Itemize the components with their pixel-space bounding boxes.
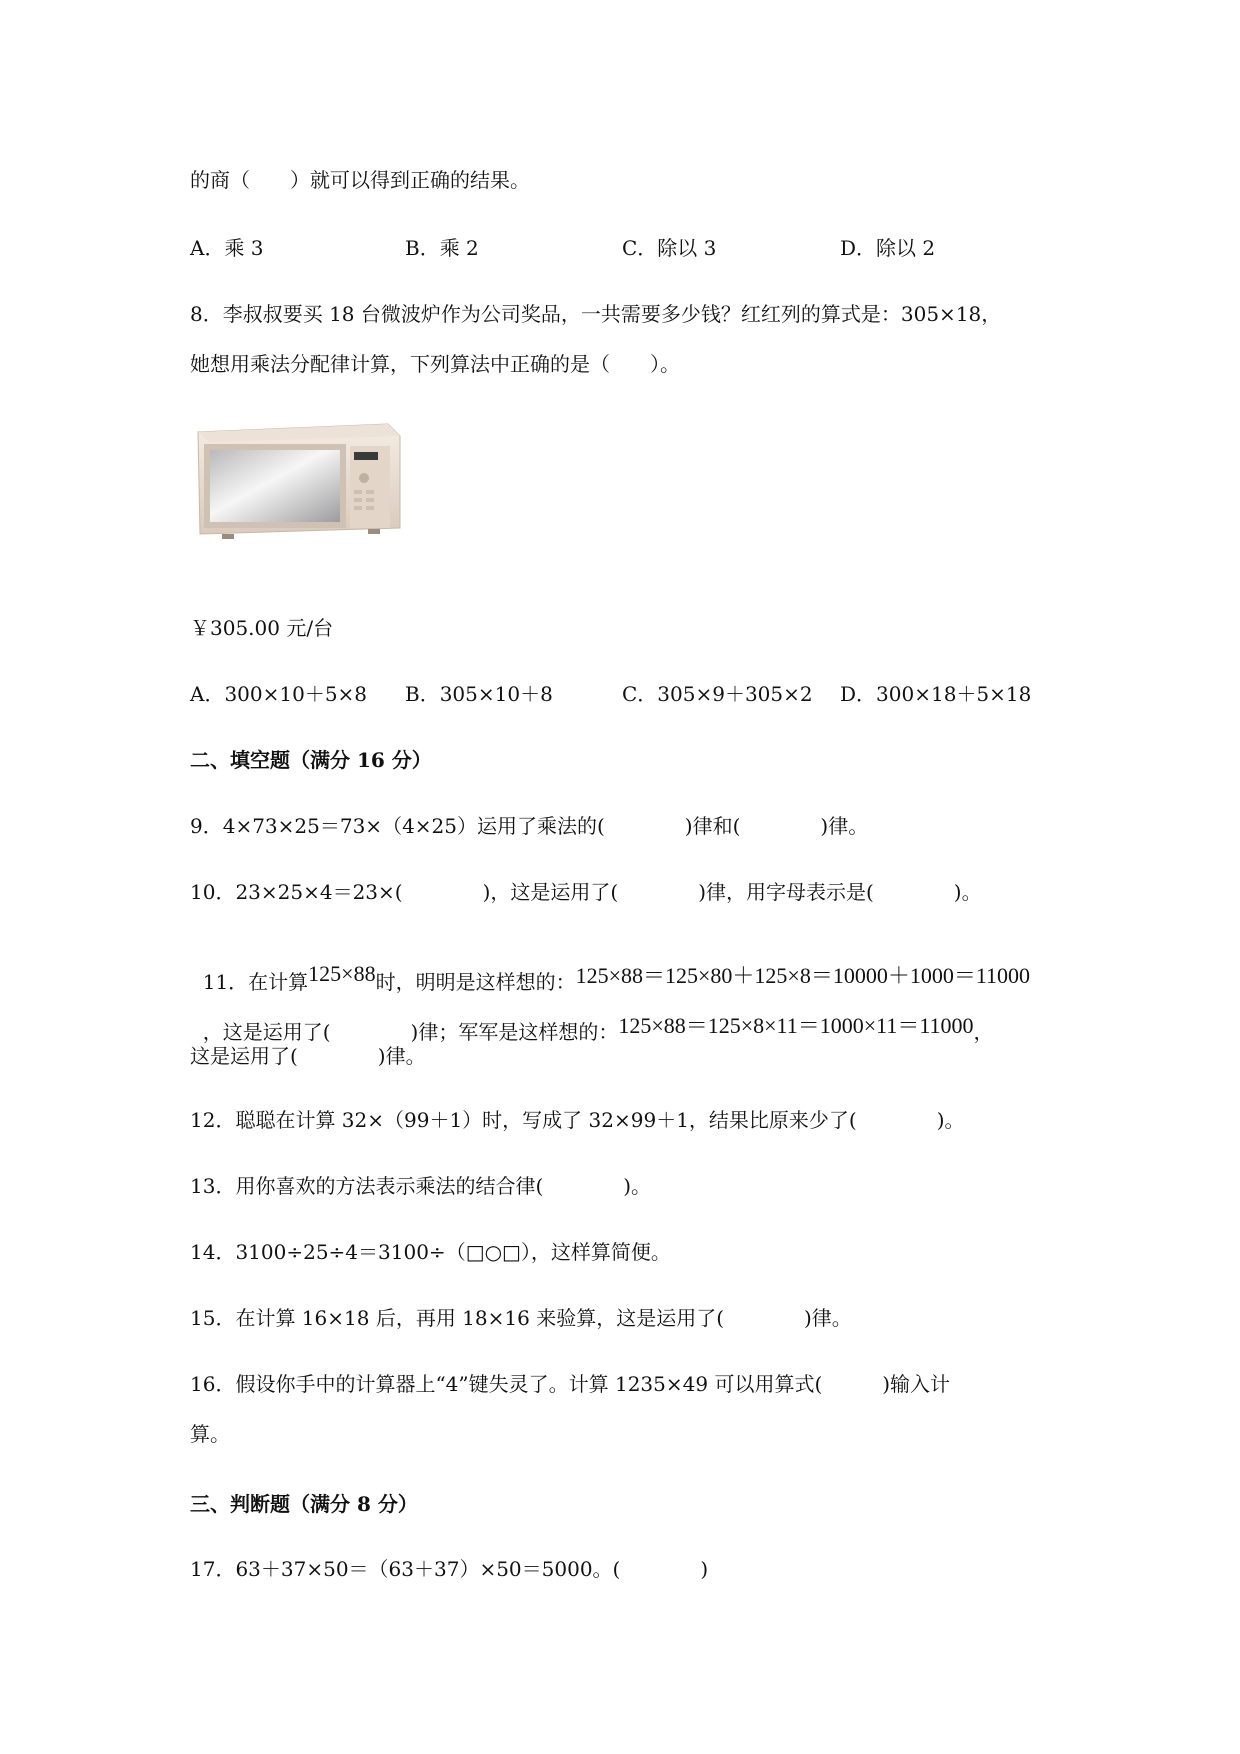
q11-expr-2: 125×88＝125×80＋125×8＝10000＋1000＝11000 bbox=[575, 963, 1030, 988]
q7-option-c: C．除以 3 bbox=[622, 236, 717, 260]
section-2-title: 二、填空题（满分 16 分） bbox=[190, 748, 432, 772]
q11-text-3: ，这是运用了( )律；军军是这样想的： bbox=[202, 1020, 619, 1044]
q7-option-b: B．乘 2 bbox=[405, 236, 479, 260]
q11-line-2 bbox=[190, 990, 994, 1046]
q14: 14．3100÷25÷4＝3100÷（□○□），这样算简便。 bbox=[190, 1240, 671, 1264]
q8-line-2: 她想用乘法分配律计算，下列算法中正确的是（ ）。 bbox=[190, 352, 680, 376]
q11-text-4: ， bbox=[973, 1020, 994, 1044]
q16-line-2: 算。 bbox=[190, 1422, 230, 1446]
q17: 17．63＋37×50＝（63＋37）×50＝5000。( ) bbox=[190, 1557, 709, 1581]
q9: 9．4×73×25＝73×（4×25）运用了乘法的( )律和( )律。 bbox=[190, 814, 869, 838]
q10: 10．23×25×4＝23×( )，这是运用了( )律，用字母表示是( )。 bbox=[190, 880, 982, 904]
q8-option-b: B．305×10＋8 bbox=[405, 682, 553, 706]
q11-line-1 bbox=[190, 940, 1030, 996]
q7-tail: 的商（ ）就可以得到正确的结果。 bbox=[190, 168, 530, 192]
q7-option-a: A．乘 3 bbox=[190, 236, 264, 260]
q11-expr-3: 125×88＝125×8×11＝1000×11＝11000 bbox=[618, 1013, 974, 1038]
q11-line-3: 这是运用了( )律。 bbox=[190, 1044, 426, 1068]
q8-option-c: C．305×9＋305×2 bbox=[622, 682, 813, 706]
section-3-title: 三、判断题（满分 8 分） bbox=[190, 1492, 418, 1516]
microwave-image bbox=[192, 420, 412, 546]
q15: 15．在计算 16×18 后，再用 18×16 来验算，这是运用了( )律。 bbox=[190, 1306, 852, 1330]
q11-text-1: 11．在计算 bbox=[202, 970, 309, 994]
q8-price: ￥305.00 元/台 bbox=[190, 616, 334, 640]
q12: 12．聪聪在计算 32×（99＋1）时，写成了 32×99＋1，结果比原来少了( )。 bbox=[190, 1108, 965, 1132]
q16-line-1: 16．假设你手中的计算器上“4”键失灵了。计算 1235×49 可以用算式( )输入计 bbox=[190, 1372, 951, 1396]
q11-text-2: 时，明明是这样想的： bbox=[375, 970, 576, 994]
q8-line-1: 8．李叔叔要买 18 台微波炉作为公司奖品，一共需要多少钱？红红列的算式是：305×18， bbox=[190, 302, 1002, 326]
q13: 13．用你喜欢的方法表示乘法的结合律( )。 bbox=[190, 1174, 652, 1198]
q7-option-d: D．除以 2 bbox=[840, 236, 936, 260]
q8-option-d: D．300×18＋5×18 bbox=[840, 682, 1032, 706]
q11-expr-1: 125×88 bbox=[308, 961, 376, 986]
q8-option-a: A．300×10＋5×8 bbox=[190, 682, 368, 706]
